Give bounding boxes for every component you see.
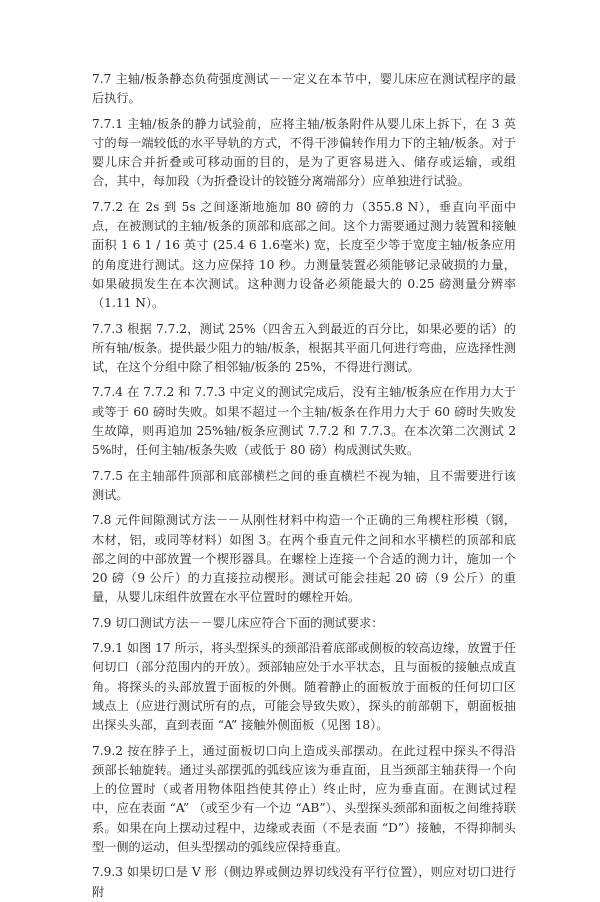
- section-7-7-1-paragraph: 7.7.1 主轴/板条的静力试验前，应将主轴/板条附件从婴儿床上拆下，在 3 英寸的每一端较低的水平导轨的方式，不得干涉偏转作用力下的主轴/板条。对于婴儿床合并折叠或可移动面的目的，是为了更容易进入、储存或运输，或组合，其中，每加段（为折叠设计的铰链分离端部分）应单独进行试验。: [92, 116, 516, 189]
- section-7-9-paragraph: 7.9 切口测试方法－－婴儿床应符合下面的测试要求：: [92, 615, 384, 630]
- section-7-9-2-paragraph: 7.9.2 按在脖子上，通过面板切口向上造成头部摆动。在此过程中探头不得沿颈部长轴旋转。通过头部摆弧的弧线应该为垂直面，且当颈部主轴获得一个向上的位置时（或者用物体阻挡使其停止）终止时，应为垂直面。在测试过程中，应在表面 “A” （或至少有一个边 “AB”）、头型探头颈部和面板之间维持联系。如果在向上摆动过程中，边缘或表面（不是表面 “D”）接触，不得抑制头型一侧的运动，但头型摆动的弧线应保持垂直。: [92, 743, 516, 854]
- section-7-8-paragraph: 7.8 元件间隙测试方法－－从刚性材料中构造一个正确的三角楔柱形模（钢，木材，铝，或同等材料）如图 3。在两个垂直元件之间和水平横栏的顶部和底部之间的中部放置一个楔形器具。在螺栓上连接一个合适的测力计，施加一个 20 磅（9 公斤）的力直接拉动楔形。测试可能会挂起 20 磅（9 公斤）的重量，从婴儿床组件放置在水平位置时的螺栓开始。: [92, 513, 516, 605]
- section-7-9-1-paragraph: 7.9.1 如图 17 所示，将头型探头的颈部沿着底部或侧板的较高边缘，放置于任何切口（部分范围内的开放）。颈部轴应处于水平状态，且与面板的接触点成直角。将探头的头部放置于面板的外侧。随着静止的面板放于面板的任何切口区域点上（应进行测试所有的点，可能会导致失败），探头的前部朝下，朝面板抽出探头头部，直到表面 “A” 接触外侧面板（见图 18）。: [92, 641, 516, 733]
- section-7-7-3-paragraph: 7.7.3 根据 7.7.2，测试 25%（四舍五入到最近的百分比，如果必要的话）的所有轴/板条。提供最少阻力的轴/板条，根据其平面几何进行弯曲，应选择性测试，在这个分组中除了相邻轴/板条的 25%，不得进行测试。: [92, 321, 516, 375]
- section-7-7-paragraph: 7.7 主轴/板条静态负荷强度测试－－定义在本节中，婴儿床应在测试程序的最后执行。: [92, 72, 516, 106]
- section-7-9-3-paragraph: 7.9.3 如果切口是 V 形（侧边界或侧边界切线没有平行位置），则应对切口进行附: [92, 865, 516, 899]
- section-7-7-2-paragraph: 7.7.2 在 2s 到 5s 之间逐渐地施加 80 磅的力（355.8 N），垂直向平面中点，在被测试的主轴/板条的顶部和底部之间。这个力需要通过测力装置和接触面积 1 6 1 / 16 英寸 (25.4 6 1.6毫米) 宽，长度至少等于宽度主轴/板条应用的角度进行测试。这力应保持 10 秒。力测量装置必须能够记录破损的力量，如果破损发生在本次测试。这种测力设备必须能最大的 0.25 磅测量分辨率（1.11 N）。: [92, 199, 516, 311]
- section-7-7-5-paragraph: 7.7.5 在主轴部件顶部和底部横栏之间的垂直横栏不视为轴，且不需要进行该测试。: [92, 468, 516, 502]
- section-7-7-4-paragraph: 7.7.4 在 7.7.2 和 7.7.3 中定义的测试完成后，没有主轴/板条应在作用力大于或等于 60 磅时失败。如果不超过一个主轴/板条在作用力大于 60 磅时失败发生故障，则再追加 25%轴/板条应测试 7.7.2 和 7.7.3。在本次第二次测试 25%时，任何主轴/板条失败（或低于 80 磅）构成测试失败。: [92, 385, 516, 458]
